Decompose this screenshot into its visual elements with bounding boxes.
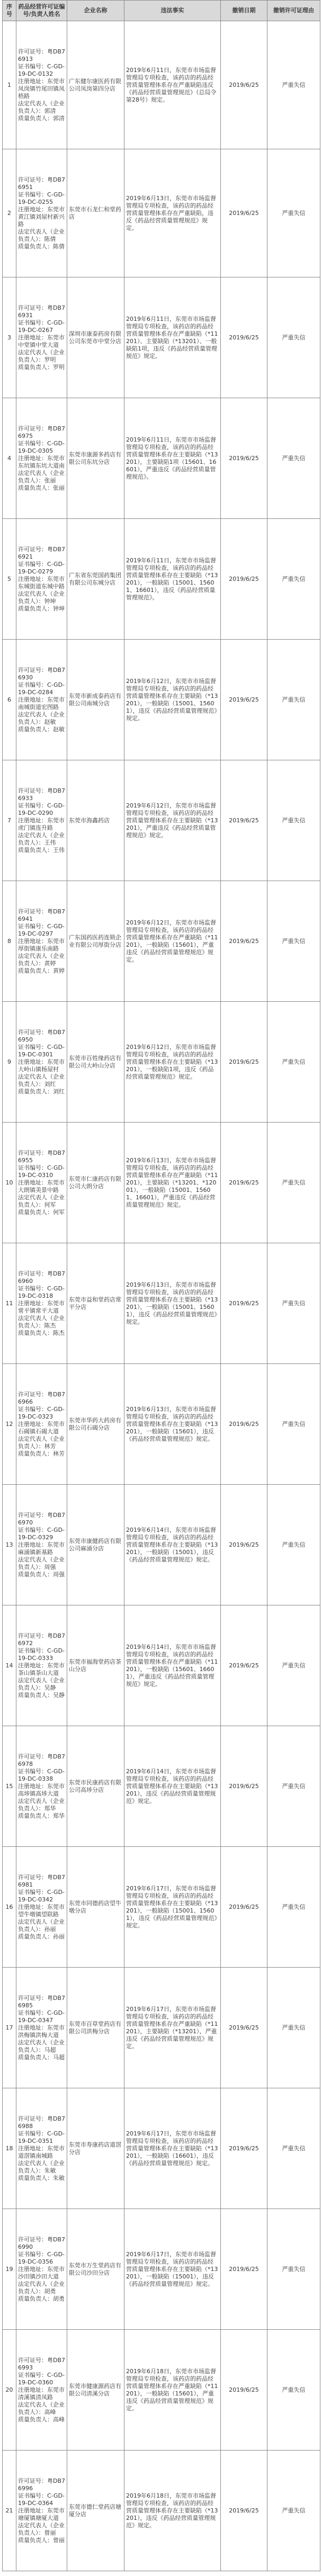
- enterprise-name: 深圳市康泰药房有限公司东莞市中堂分店: [67, 277, 124, 398]
- enterprise-name: 东莞市新成泰药店有限公司南城分店: [67, 640, 124, 760]
- row-number: 9: [3, 1002, 16, 1123]
- license-info: 许可证号：粤DB76955 证书编号：C-GD-19-DC-0310 注册地址：东莞市大朗镇美景中路 法定代表人（企业负责人）：何军 质量负责人：何军: [16, 1123, 67, 1243]
- revocation-reason: 严重失信: [267, 1485, 320, 1605]
- revocation-date: 2019/6/25: [221, 2088, 267, 2209]
- violation-fact: 2019年6月14日，东莞市市场监督管理局专项检查，该药店的药品经营质量管理体系存在主要缺陷（*13201），违反《药品经营质量管理规范》规定。: [124, 1726, 221, 1847]
- row-number: 5: [3, 519, 16, 640]
- revocation-reason: 严重失信: [267, 398, 320, 519]
- violation-fact: 2019年6月12日，东莞市市场监督管理局专项检查，该药店的药品经营质量管理体系存在主要缺陷（*13201），一般缺陷（15001、15601），违反《药品经营质量管理规范》规定。: [124, 640, 221, 760]
- enterprise-name: 东莞市百姓缘药店有限公司大岭山分店: [67, 1002, 124, 1123]
- row-number: 4: [3, 398, 16, 519]
- license-info: 许可证号：粤DB76996 证书编号：C-GD-19-DC-0364 注册地址：东莞市塘厦镇塘厦大道 法定代表人（企业负责人）：曾丽 质量负责人：曾丽: [16, 2451, 67, 2571]
- row-number: 11: [3, 1243, 16, 1364]
- enterprise-name: 广东国药医药连锁企业有限公司厚街分店: [67, 881, 124, 1002]
- row-number: 16: [3, 1847, 16, 1968]
- row-number: 18: [3, 2088, 16, 2209]
- enterprise-name: 东莞市德仁堂药店塘厦分店: [67, 2451, 124, 2571]
- header-license: 药品经营许可证编号/负责人姓名: [16, 1, 67, 21]
- violation-fact: 2019年6月18日，东莞市市场监督管理局专项检查，该药店的药品经营质量管理体系存在严重缺陷（*11201），一般缺陷（15601），严重违反《药品经营质量管理规范》规定。: [124, 2330, 221, 2451]
- violation-fact: 2019年6月14日，东莞市市场监督管理局专项检查，该药店的药品经营质量管理体系存在主要缺陷（*13201），一般缺陷（15001），违反《药品经营质量管理规范》规定。: [124, 1485, 221, 1605]
- revocation-reason: 严重失信: [267, 1605, 320, 1726]
- revocation-reason: 严重失信: [267, 2330, 320, 2451]
- enterprise-name: 东莞市益和堂药店常平分店: [67, 1243, 124, 1364]
- row-number: 15: [3, 1726, 16, 1847]
- enterprise-name: 广东健尔康医药有限公司凤岗第四分店: [67, 21, 124, 149]
- enterprise-name: 东莞市康健药店有限公司麻涌分店: [67, 1485, 124, 1605]
- violation-fact: 2019年6月17日，东莞市市场监督管理局专项检查，该药店的药品经营质量管理体系存在主要缺陷（*13201），一般缺陷（15001、15601），违反《药品经营质量管理规范》规定。: [124, 1847, 221, 1968]
- license-info: 许可证号：粤DB76978 证书编号：C-GD-19-DC-0338 注册地址：东莞市高埗镇高埗大道 法定代表人（企业负责人）：郑华 质量负责人：郑华: [16, 1726, 67, 1847]
- revocation-date: 2019/6/25: [221, 277, 267, 398]
- revocation-date: 2019/6/25: [221, 519, 267, 640]
- revocation-reason: 严重失信: [267, 760, 320, 881]
- table-row: [3, 2330, 320, 2451]
- enterprise-name: 东莞市民康药店有限公司高埗分店: [67, 1726, 124, 1847]
- table-row: [3, 21, 320, 149]
- enterprise-name: 东莞市百草堂药店有限公司洪梅分店: [67, 1968, 124, 2088]
- revocation-reason: 严重失信: [267, 2209, 320, 2330]
- revocation-reason: 严重失信: [267, 881, 320, 1002]
- table-row: [3, 1123, 320, 1243]
- row-number: 6: [3, 640, 16, 760]
- row-number: 1: [3, 21, 16, 149]
- table-row: [3, 1002, 320, 1123]
- revocation-date: 2019/6/25: [221, 1847, 267, 1968]
- row-number: 10: [3, 1123, 16, 1243]
- revocation-reason: 严重失信: [267, 1726, 320, 1847]
- table-row: [3, 1605, 320, 1726]
- license-info: 许可证号：粤DB76933 证书编号：C-GD-19-DC-0290 注册地址：东莞市虎门镇连升路 法定代表人（企业负责人）：王伟 质量负责人：王伟: [16, 760, 67, 881]
- revocation-date: 2019/6/25: [221, 1243, 267, 1364]
- revocation-reason: 严重失信: [267, 2088, 320, 2209]
- revocation-date: 2019/6/25: [221, 1485, 267, 1605]
- license-info: 许可证号：粤DB76950 证书编号：C-GD-19-DC-0301 注册地址：东莞市大岭山镇杨屋村 法定代表人（企业负责人）：刘红 质量负责人：刘红: [16, 1002, 67, 1123]
- row-number: 3: [3, 277, 16, 398]
- revocation-date: 2019/6/25: [221, 2451, 267, 2571]
- revocation-reason: 严重失信: [267, 1123, 320, 1243]
- enterprise-name: 东莞市海鑫药店: [67, 760, 124, 881]
- revocation-date: 2019/6/25: [221, 881, 267, 1002]
- revocation-date: 2019/6/25: [221, 1726, 267, 1847]
- revocation-date: 2019/6/25: [221, 2330, 267, 2451]
- license-info: 许可证号：粤DB76951 证书编号：C-GD-19-DC-0255 注册地址：东莞市黄江镇刘屋村新兴路 法定代表人（企业负责人）：陈倩 质量负责人：陈倩: [16, 149, 67, 277]
- row-number: 12: [3, 1364, 16, 1485]
- revocation-date: 2019/6/25: [221, 760, 267, 881]
- enterprise-name: 东莞市同德药店望牛墩分店: [67, 1847, 124, 1968]
- table-row: [3, 1847, 320, 1968]
- license-info: 许可证号：粤DB76981 证书编号：C-GD-19-DC-0342 注册地址：东莞市望牛墩镇望联路 法定代表人（企业负责人）：孙丽 质量负责人：孙丽: [16, 1847, 67, 1968]
- header-date: 撤销日期: [221, 1, 267, 21]
- violation-fact: 2019年6月17日，东莞市市场监督管理局专项检查，该药店的药品经营质量管理体系存在严重缺陷（*11201），主要缺陷（*13201），严重违反《药品经营质量管理规范》规定。: [124, 1968, 221, 2088]
- header-enterprise: 企业名称: [67, 1, 124, 21]
- revocation-date: 2019/6/25: [221, 1968, 267, 2088]
- violation-fact: 2019年6月12日，东莞市市场监督管理局专项检查，该药店的药品经营质量管理体系存在严重缺陷（*11201），一般缺陷（15601），严重违反《药品经营质量管理规范》规定。: [124, 881, 221, 1002]
- enterprise-name: 东莞市寿康药店道滘分店: [67, 2088, 124, 2209]
- revocation-date: 2019/6/25: [221, 1123, 267, 1243]
- license-info: 许可证号：粤DB76970 证书编号：C-GD-19-DC-0329 注册地址：东莞市麻涌镇新基路 法定代表人（企业负责人）：周强 质量负责人：周强: [16, 1485, 67, 1605]
- violation-fact: 2019年6月11日，东莞市市场监督管理局专项检查，该药店的药品经营质量管理体系存在主要缺陷（*13201），主要缺陷1项（15601、16601），严重违反《药品经营质量管理规范》。: [124, 398, 221, 519]
- license-info: 许可证号：粤DB76931 证书编号：C-GD-19-DC-0267 注册地址：东莞市中堂镇中堂大道 法定代表人（企业负责人）：罗明 质量负责人：罗明: [16, 277, 67, 398]
- violation-fact: 2019年6月12日，东莞市市场监督管理局专项检查，该药店的药品经营质量管理体系存在主要缺陷（*13201），严重违反《药品经营质量管理规范》规定。: [124, 760, 221, 881]
- revocation-reason: 严重失信: [267, 640, 320, 760]
- header-reason: 撤销许可证理由: [267, 1, 320, 21]
- table-row: [3, 1485, 320, 1605]
- violation-fact: 2019年6月11日，东莞市市场监督管理局专项检查，该药店的药品经营质量管理体系存在主要缺陷（*13201），一般缺陷（15001、15601、16601），违反《药品经营质量管理规范》。: [124, 519, 221, 640]
- table-row: [3, 398, 320, 519]
- row-number: 8: [3, 881, 16, 1002]
- header-fact: 违法事实: [124, 1, 221, 21]
- license-info: 许可证号：粤DB76993 证书编号：C-GD-19-DC-0360 注册地址：东莞市清溪镇清凤路 法定代表人（企业负责人）：高峰 质量负责人：高峰: [16, 2330, 67, 2451]
- enterprise-name: 东莞市华药大药房有限公司石碣分店: [67, 1364, 124, 1485]
- license-info: 许可证号：粤DB76930 证书编号：C-GD-19-DC-0284 注册地址：东莞市南城街道宏图路 法定代表人（企业负责人）：赵敏 质量负责人：赵敏: [16, 640, 67, 760]
- revocation-date: 2019/6/25: [221, 398, 267, 519]
- license-info: 许可证号：粤DB76921 证书编号：C-GD-19-DC-0279 注册地址：东莞市东城街道东城中路 法定代表人（企业负责人）：钟坤 质量负责人：钟坤: [16, 519, 67, 640]
- table-header-row: [3, 1, 320, 21]
- table-row: [3, 1364, 320, 1485]
- revocation-reason: 严重失信: [267, 149, 320, 277]
- enterprise-name: 东莞市石龙仁和堂药店: [67, 149, 124, 277]
- revocation-date: 2019/6/25: [221, 1605, 267, 1726]
- license-info: 许可证号：粤DB76985 证书编号：C-GD-19-DC-0347 注册地址：东莞市洪梅镇洪梅大道 法定代表人（企业负责人）：马超 质量负责人：马超: [16, 1968, 67, 2088]
- table-row: [3, 1243, 320, 1364]
- violation-fact: 2019年6月13日，东莞市市场监督管理局专项检查，该药店的药品经营质量管理体系存在严重缺陷，违反《药品经营质量管理规范》规定。: [124, 149, 221, 277]
- row-number: 2: [3, 149, 16, 277]
- revocation-date: 2019/6/25: [221, 1002, 267, 1123]
- row-number: 19: [3, 2209, 16, 2330]
- enterprise-name: 东莞市福海堂药店茶山分店: [67, 1605, 124, 1726]
- license-info: 许可证号：粤DB76988 证书编号：C-GD-19-DC-0351 注册地址：东莞市道滘镇南城路 法定代表人（企业负责人）：朱敏 质量负责人：朱敏: [16, 2088, 67, 2209]
- row-number: 7: [3, 760, 16, 881]
- header-no: 序号: [3, 1, 16, 21]
- revocation-reason: 严重失信: [267, 1364, 320, 1485]
- table-row: [3, 2451, 320, 2571]
- violation-fact: 2019年6月17日，东莞市市场监督管理局专项检查，该药店的药品经营质量管理体系存在主要缺陷（*13201），一般缺陷（16601），违反《药品经营质量管理规范》规定。: [124, 2088, 221, 2209]
- enterprise-name: 东莞市健康源药店有限公司清溪分店: [67, 2330, 124, 2451]
- enterprise-name: 广东省东莞国药集团有限公司东城分店: [67, 519, 124, 640]
- table-row: [3, 1726, 320, 1847]
- revocation-table: [2, 0, 320, 2571]
- table-row: [3, 519, 320, 640]
- revocation-reason: 严重失信: [267, 1002, 320, 1123]
- table-row: [3, 2088, 320, 2209]
- license-info: 许可证号：粤DB76972 证书编号：C-GD-19-DC-0333 注册地址：东莞市茶山镇茶山大道 法定代表人（企业负责人）：吴静 质量负责人：吴静: [16, 1605, 67, 1726]
- license-info: 许可证号：粤DB76966 证书编号：C-GD-19-DC-0323 注册地址：东莞市石碣镇石碣大道 法定代表人（企业负责人）：林芳 质量负责人：林芳: [16, 1364, 67, 1485]
- license-info: 许可证号：粤DB76960 证书编号：C-GD-19-DC-0318 注册地址：东莞市常平镇常平大道 法定代表人（企业负责人）：陈杰 质量负责人：陈杰: [16, 1243, 67, 1364]
- revocation-date: 2019/6/25: [221, 149, 267, 277]
- row-number: 14: [3, 1605, 16, 1726]
- revocation-date: 2019/6/25: [221, 21, 267, 149]
- revocation-reason: 严重失信: [267, 1968, 320, 2088]
- row-number: 21: [3, 2451, 16, 2571]
- revocation-reason: 严重失信: [267, 519, 320, 640]
- revocation-date: 2019/6/25: [221, 1364, 267, 1485]
- revocation-reason: 严重失信: [267, 21, 320, 149]
- violation-fact: 2019年6月17日，东莞市市场监督管理局专项检查，该药店的药品经营质量管理体系存在主要缺陷（*13201），一般缺陷（15001），违反《药品经营质量管理规范》规定。: [124, 2209, 221, 2330]
- table-row: [3, 760, 320, 881]
- violation-fact: 2019年6月14日，东莞市市场监督管理局专项检查，该药店的药品经营质量管理体系存在严重缺陷（*11201），一般缺陷（15601、16601），严重违反《药品经营质量管理规范》规定。: [124, 1605, 221, 1726]
- violation-fact: 2019年6月18日，东莞市市场监督管理局专项检查，该药店的药品经营质量管理体系存在主要缺陷（*13201），违反《药品经营质量管理规范》规定。: [124, 2451, 221, 2571]
- violation-fact: 2019年6月13日，东莞市市场监督管理局专项检查，该药店的药品经营质量管理体系存在主要缺陷（*13201），一般缺陷（15001、15601），违反《药品经营质量管理规范》规定。: [124, 1243, 221, 1364]
- table-row: [3, 2209, 320, 2330]
- row-number: 13: [3, 1485, 16, 1605]
- enterprise-name: 东莞市万生堂药店有限公司沙田分店: [67, 2209, 124, 2330]
- violation-fact: 2019年6月12日，东莞市市场监督管理局专项检查，该药店的药品经营质量管理体系存在主要缺陷（*13201），一般缺陷1项，违反《药品经营质量管理规范》规定。: [124, 1002, 221, 1123]
- revocation-reason: 严重失信: [267, 1243, 320, 1364]
- revocation-date: 2019/6/25: [221, 640, 267, 760]
- table-row: [3, 881, 320, 1002]
- revocation-date: 2019/6/25: [221, 2209, 267, 2330]
- table-row: [3, 277, 320, 398]
- table-row: [3, 640, 320, 760]
- license-info: 许可证号：粤DB76941 证书编号：C-GD-19-DC-0297 注册地址：东莞市厚街镇康乐南路 法定代表人（企业负责人）：黄婷 质量负责人：黄婷: [16, 881, 67, 1002]
- enterprise-name: 东莞市仁康药店有限公司大朗分店: [67, 1123, 124, 1243]
- enterprise-name: 东莞市康源多药店有限公司东坑分店: [67, 398, 124, 519]
- table-row: [3, 1968, 320, 2088]
- violation-fact: 2019年6月13日，东莞市市场监督管理局专项检查，该药店的药品经营质量管理体系存在严重缺陷（*11201），主要缺陷（*13201、*12001），一般缺陷（15001、15601、16601），严重违反《药品经营质量管理规范》规定。: [124, 1123, 221, 1243]
- license-info: 许可证号：粤DB76975 证书编号：C-GD-19-DC-0305 注册地址：东莞市东坑镇东坑大道南 法定代表人（企业负责人）：张丽 质量负责人：张丽: [16, 398, 67, 519]
- violation-fact: 2019年6月11日，东莞市市场监督管理局专项检查，该药店的药品经营质量管理体系存在严重缺陷违反《药品经营质量管理规范》（总局令第28号）规定。: [124, 21, 221, 149]
- violation-fact: 2019年6月11日，东莞市市场监督管理局专项检查，该药店的药品经营质量管理体系存在严重缺陷（*11201）、主要缺陷（*13201）、一般缺陷1项，违反《药品经营质量管理规范》规定。: [124, 277, 221, 398]
- table-row: [3, 149, 320, 277]
- revocation-reason: 严重失信: [267, 1847, 320, 1968]
- row-number: 17: [3, 1968, 16, 2088]
- violation-fact: 2019年6月13日，东莞市市场监督管理局专项检查，该药店的药品经营质量管理体系存在主要缺陷（*13201），一般缺陷（15601），违反《药品经营质量管理规范》规定。: [124, 1364, 221, 1485]
- license-info: 许可证号：粤DB76913 证书编号：C-GD-19-DC-0132 注册地址：东莞市凤岗镇竹尾田镇凤梧路 法定代表人（企业负责人）：郭清 质量负责人：郭清: [16, 21, 67, 149]
- row-number: 20: [3, 2330, 16, 2451]
- revocation-reason: 严重失信: [267, 2451, 320, 2571]
- license-info: 许可证号：粤DB76990 证书编号：C-GD-19-DC-0356 注册地址：东莞市沙田镇沙田大道 法定代表人（企业负责人）：胡勇 质量负责人：胡勇: [16, 2209, 67, 2330]
- revocation-reason: 严重失信: [267, 277, 320, 398]
